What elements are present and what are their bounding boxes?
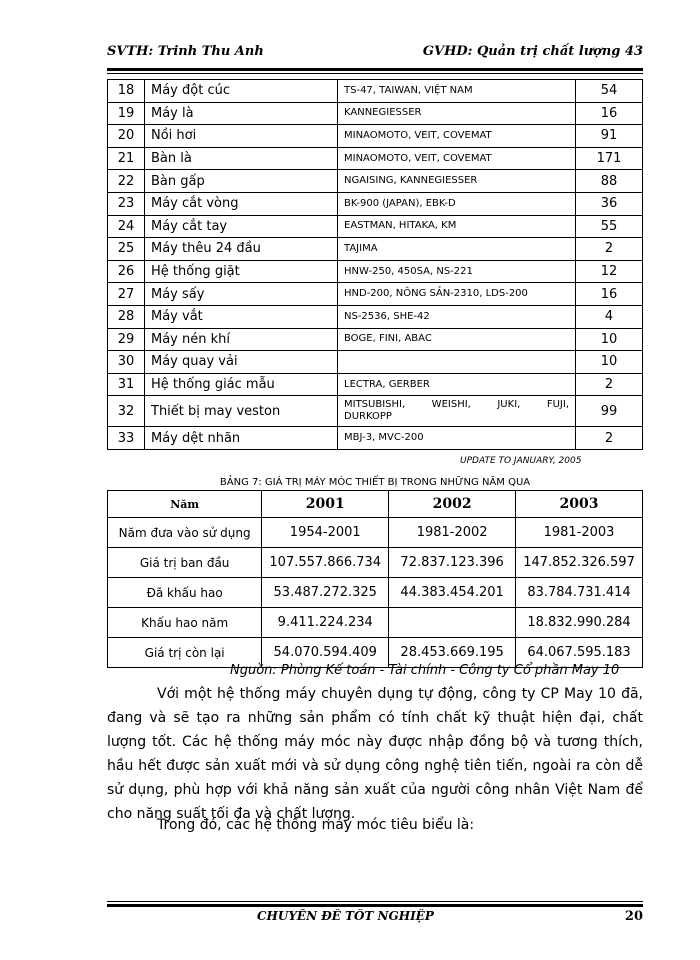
machine-name: Máy cắt tay (145, 215, 338, 238)
value-cell-2002: 28.453.669.195 (389, 638, 516, 668)
table-row (108, 238, 643, 261)
machine-brand: MBJ-3, MVC-200 (338, 427, 576, 450)
row-number: 19 (108, 102, 145, 125)
value-cell-2001: 9.411.224.234 (262, 608, 389, 638)
table7-caption: BẢNG 7: GIÁ TRỊ MÁY MÓC THIẾT BỊ TRONG NHỮNG NĂM QUA (219, 477, 531, 488)
machine-quantity: 171 (576, 147, 643, 170)
table-row (108, 373, 643, 396)
row-label: Năm đưa vào sử dụng (108, 518, 262, 548)
machine-quantity: 10 (576, 351, 643, 374)
machine-brand: MINAOMOTO, VEIT, COVEMAT (338, 147, 576, 170)
machine-quantity: 4 (576, 305, 643, 328)
equipment-value-table (107, 490, 643, 668)
machine-table (107, 79, 643, 450)
row-number: 33 (108, 427, 145, 450)
machine-name: Máy vắt (145, 305, 338, 328)
value-cell-2001: 107.557.866.734 (262, 548, 389, 578)
machine-brand (338, 396, 576, 427)
page-footer (107, 909, 643, 929)
page-number: 20 (624, 909, 643, 924)
brand-line-1: MITSUBISHI, WEISHI, JUKI, FUJI, (344, 399, 569, 411)
machine-brand: TAJIMA (338, 238, 576, 261)
machine-quantity: 10 (576, 328, 643, 351)
machine-quantity: 12 (576, 260, 643, 283)
table-row (108, 608, 643, 638)
value-cell-2003: 83.784.731.414 (516, 578, 643, 608)
table-row (108, 192, 643, 215)
table-row (108, 102, 643, 125)
table-row (108, 170, 643, 193)
machine-brand: HNW-250, 450SA, NS-221 (338, 260, 576, 283)
update-note: UPDATE TO JANUARY, 2005 (460, 456, 582, 466)
table-row (108, 548, 643, 578)
machine-quantity: 88 (576, 170, 643, 193)
machine-brand: MINAOMOTO, VEIT, COVEMAT (338, 125, 576, 148)
header-author: SVTH: Trinh Thu Anh (107, 44, 264, 59)
row-number: 23 (108, 192, 145, 215)
header-rule-thin (107, 73, 643, 74)
machine-quantity: 2 (576, 427, 643, 450)
machine-name: Máy đột cúc (145, 80, 338, 103)
row-label: Khấu hao năm (108, 608, 262, 638)
machine-brand: TS-47, TAIWAN, VIỆT NAM (338, 80, 576, 103)
machine-brand: HND-200, NÔNG SẢN-2310, LDS-200 (338, 283, 576, 306)
machine-name: Bàn gấp (145, 170, 338, 193)
table-row (108, 427, 643, 450)
value-cell-2001: 1954-2001 (262, 518, 389, 548)
machine-name: Máy dệt nhãn (145, 427, 338, 450)
value-cell-2003: 18.832.990.284 (516, 608, 643, 638)
table-row (108, 260, 643, 283)
body-paragraph-1: Với một hệ thống máy chuyên dụng tự động, công ty CP May 10 đã, đang và sẽ tạo ra những sản phẩm có tính chất kỹ thuật hiện đại, chất lượng tốt. Các hệ thống máy móc này được nhập đồng bộ và tương thích, hầu hết được sản xuất mới và sử dụng công nghệ tiên tiến, ngoài ra còn dễ sử dụng, phù hợp với khả năng sản xuất của người công nhân Việt Nam để cho năng suất tối đa và chất lượng. (107, 686, 643, 822)
row-number: 31 (108, 373, 145, 396)
machine-quantity: 99 (576, 396, 643, 427)
header-cell-year: Năm (108, 491, 262, 518)
table-row (108, 80, 643, 103)
row-label: Giá trị còn lại (108, 638, 262, 668)
row-label: Đã khấu hao (108, 578, 262, 608)
table-row (108, 328, 643, 351)
machine-brand: NS-2536, SHE-42 (338, 305, 576, 328)
row-number: 22 (108, 170, 145, 193)
brand-line-2: DURKOPP (344, 411, 392, 423)
machine-brand: KANNEGIESSER (338, 102, 576, 125)
value-cell-2002: 44.383.454.201 (389, 578, 516, 608)
row-number: 21 (108, 147, 145, 170)
machine-brand: LECTRA, GERBER (338, 373, 576, 396)
table-row (108, 283, 643, 306)
machine-brand (338, 351, 576, 374)
body-paragraph-2: Trong đó, các hệ thống máy móc tiêu biểu là: (157, 817, 475, 833)
machine-quantity: 36 (576, 192, 643, 215)
row-number: 25 (108, 238, 145, 261)
value-cell-2002: 1981-2002 (389, 518, 516, 548)
page-header (107, 42, 643, 62)
table-row (108, 518, 643, 548)
table-row (108, 305, 643, 328)
table-row (108, 578, 643, 608)
value-cell-2002 (389, 608, 516, 638)
header-rule-thick (107, 68, 643, 71)
footer-title: CHUYÊN ĐỀ TỐT NGHIỆP (257, 909, 434, 923)
table-row (108, 147, 643, 170)
machine-brand: EASTMAN, HITAKA, KM (338, 215, 576, 238)
machine-name: Máy là (145, 102, 338, 125)
machine-name: Máy thêu 24 đầu (145, 238, 338, 261)
row-number: 18 (108, 80, 145, 103)
machine-name: Hệ thống giặt (145, 260, 338, 283)
row-number: 27 (108, 283, 145, 306)
machine-brand: BOGE, FINI, ABAC (338, 328, 576, 351)
table-row (108, 351, 643, 374)
machine-name: Bàn là (145, 147, 338, 170)
source-note: Nguồn: Phòng Kế toán - Tài chính - Công ty Cổ phần May 10 (230, 663, 620, 678)
table-header-row (108, 491, 643, 518)
machine-name: Nồi hơi (145, 125, 338, 148)
machine-brand: BK-900 (JAPAN), EBK-D (338, 192, 576, 215)
row-number: 32 (108, 396, 145, 427)
row-number: 28 (108, 305, 145, 328)
row-number: 24 (108, 215, 145, 238)
value-cell-2003: 147.852.326.597 (516, 548, 643, 578)
machine-brand: NGAISING, KANNEGIESSER (338, 170, 576, 193)
machine-quantity: 16 (576, 102, 643, 125)
machine-quantity: 2 (576, 238, 643, 261)
machine-quantity: 54 (576, 80, 643, 103)
row-number: 30 (108, 351, 145, 374)
value-cell-2003: 64.067.595.183 (516, 638, 643, 668)
machine-name: Thiết bị may veston (145, 396, 338, 427)
machine-name: Hệ thống giác mẫu (145, 373, 338, 396)
machine-quantity: 2 (576, 373, 643, 396)
header-subject: GVHD: Quản trị chất lượng 43 (422, 44, 643, 59)
row-label: Giá trị ban đầu (108, 548, 262, 578)
machine-name: Máy nén khí (145, 328, 338, 351)
header-cell-2002: 2002 (389, 491, 516, 518)
value-cell-2003: 1981-2003 (516, 518, 643, 548)
row-number: 26 (108, 260, 145, 283)
footer-rule-thick (107, 904, 643, 907)
table-row (108, 215, 643, 238)
footer-rule-thin (107, 901, 643, 902)
machine-quantity: 91 (576, 125, 643, 148)
machine-quantity: 16 (576, 283, 643, 306)
value-cell-2002: 72.837.123.396 (389, 548, 516, 578)
machine-name: Máy sấy (145, 283, 338, 306)
machine-name: Máy quay vải (145, 351, 338, 374)
value-cell-2001: 54.070.594.409 (262, 638, 389, 668)
machine-name: Máy cắt vòng (145, 192, 338, 215)
header-cell-2001: 2001 (262, 491, 389, 518)
machine-quantity: 55 (576, 215, 643, 238)
value-cell-2001: 53.487.272.325 (262, 578, 389, 608)
row-number: 29 (108, 328, 145, 351)
row-number: 20 (108, 125, 145, 148)
header-cell-2003: 2003 (516, 491, 643, 518)
table-row (108, 125, 643, 148)
table-row (108, 396, 643, 427)
